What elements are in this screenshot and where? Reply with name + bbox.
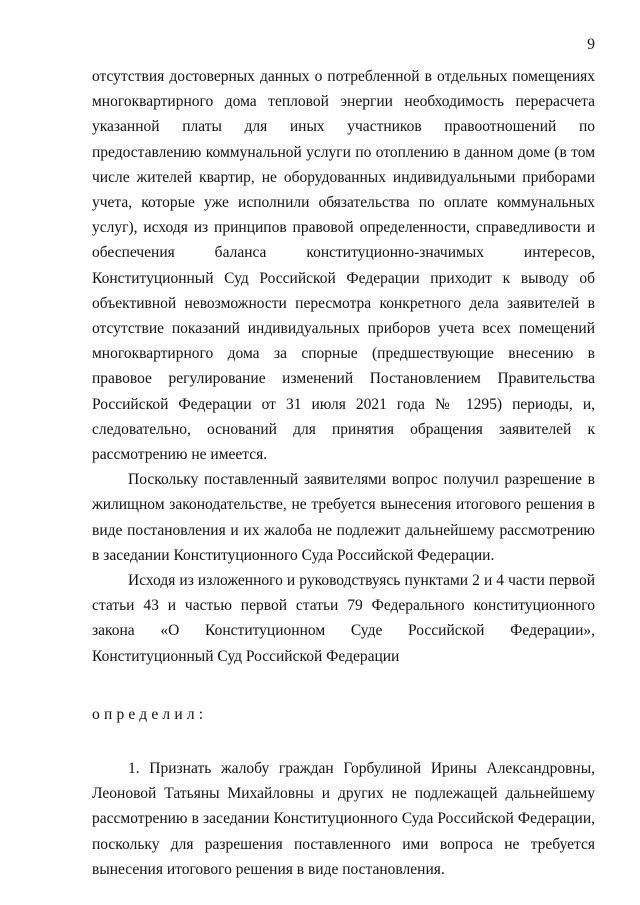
- paragraph-resolution-reason: Поскольку поставленный заявителями вопрос получил разрешение в жилищном законодательстве, не требуется вынесения итогового решения в виде постановления и их жалоба не подлежит дальнейшему рассмотрению в заседании Конституционного Суда Российской Федерации.: [92, 471, 595, 564]
- paragraph-continuation: отсутствия достоверных данных о потребленной в отдельных помещениях многоквартирного дома тепловой энергии необходимость перерасчета указанной платы для иных участников правоотношений по предоставлению коммунальной услуги по отоплению в данном доме (в том числе жителей квартир, не оборудованных индивидуальными приборами учета, которые уже исполнили обязательства по оплате коммунальных услуг), исходя из принципов правовой определенности, справедливости и обеспечения баланса конституционно-значимых интересов, Конституционный Суд Российской Федерации приходит к выводу об объективной невозможности пересмотра конкретного дела заявителей в отсутствие показаний индивидуальных приборов учета всех помещений многоквартирного дома за спорные (предшествующие внесению в правовое регулирование изменений Постановлением Правительства Российской Федерации от 31 июля 2021 года № 1295) периоды, и, следовательно, оснований для принятия обращения заявителей к рассмотрению не имеется.: [92, 68, 595, 464]
- document-body: [92, 64, 595, 882]
- paragraph-legal-basis: Исходя из изложенного и руководствуясь пунктами 2 и 4 части первой статьи 43 и частью первой статьи 79 Федерального конституционного закона «О Конституционном Суде Российской Федерации», Конституционный Суд Российской Федерации: [92, 572, 595, 665]
- decision-heading: определил:: [92, 705, 208, 723]
- page-number: 9: [587, 36, 595, 53]
- decision-item-1: 1. Признать жалобу граждан Горбулиной Ирины Александровны, Леоновой Татьяны Михайловны и других не подлежащей дальнейшему рассмотрению в заседании Конституционного Суда Российской Федерации, поскольку для разрешения поставленного ими вопроса не требуется вынесения итогового решения в виде постановления.: [92, 760, 595, 878]
